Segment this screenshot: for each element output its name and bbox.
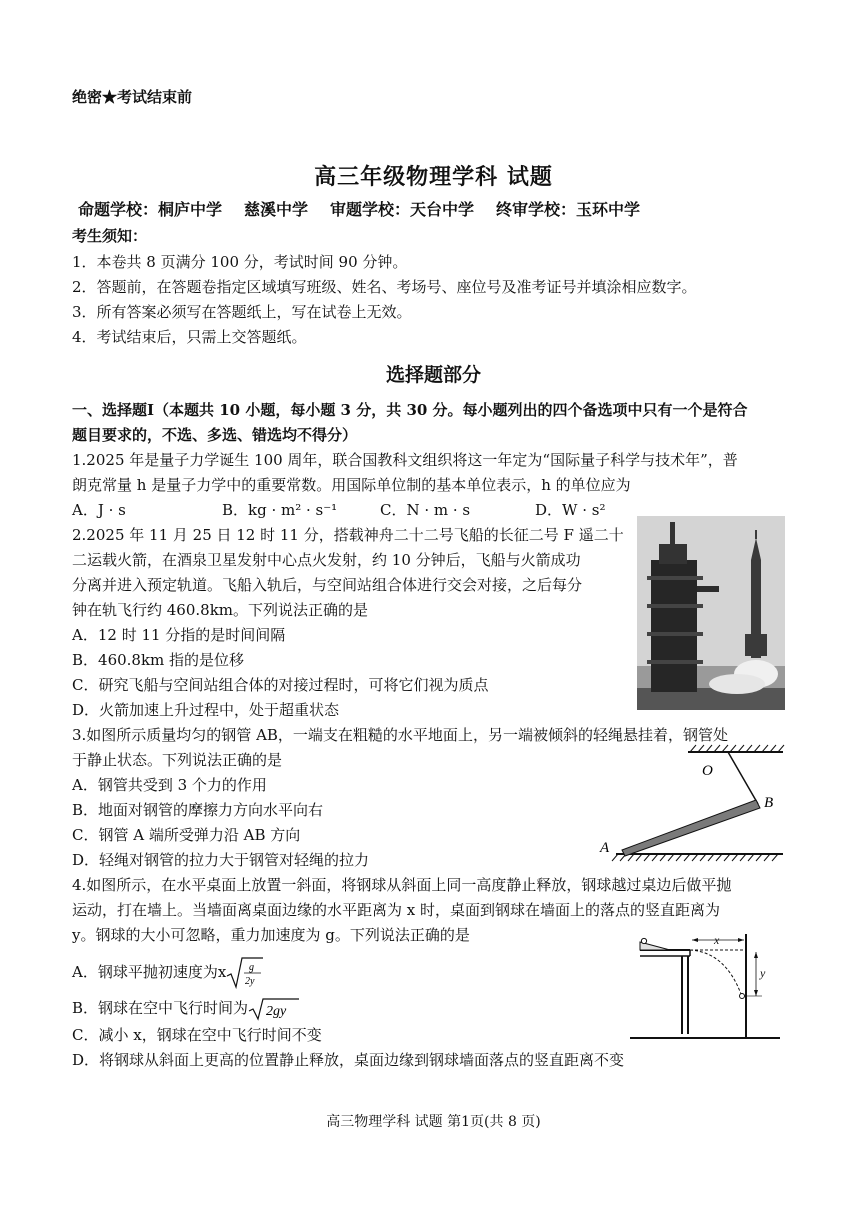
q2-option-c: C．研究飞船与空间站组合体的对接过程时，可将它们视为质点 <box>72 676 489 694</box>
q2-stem: 分离并进入预定轨道。飞船入轨后，与空间站组合体进行交会对接，之后每分 <box>72 576 583 594</box>
q1-stem: 1.2025 年是量子力学诞生 100 周年，联合国教科文组织将这一年定为“国际量子科学与技术年”，普 <box>72 451 738 469</box>
label-b: B <box>764 795 774 811</box>
label-x: x <box>714 933 720 947</box>
school-setter-2: 慈溪中学 <box>244 200 309 219</box>
exam-title: 高三年级物理学科 试题 <box>314 164 553 190</box>
q3-option-b: B．地面对钢管的摩擦力方向水平向右 <box>72 801 324 819</box>
q2-option-b: B．460.8km 指的是位移 <box>72 651 245 669</box>
q1-option-b: B．kg · m² · s⁻¹ <box>222 501 338 519</box>
q1-option-c: C．N · m · s <box>380 501 471 519</box>
confidential-mark: 绝密★考试结束前 <box>72 88 193 106</box>
q1-stem-cont: 朗克常量 h 是量子力学中的重要常数。用国际单位制的基本单位表示，h 的单位应为 <box>72 476 631 494</box>
q4-option-d: D．将钢球从斜面上更高的位置静止释放，桌面边缘到钢球墙面落点的竖直距离不变 <box>72 1051 625 1069</box>
notice-heading: 考生须知： <box>72 227 148 245</box>
q3-option-d: D．轻绳对钢管的拉力大于钢管对轻绳的拉力 <box>72 851 370 869</box>
projectile-diagram <box>630 930 790 1042</box>
notice-item: 4．考试结束后，只需上交答题纸。 <box>72 328 307 346</box>
sqrt-fraction <box>226 956 264 990</box>
q4-option-c: C．减小 x，钢球在空中飞行时间不变 <box>72 1026 322 1044</box>
q1-option-d: D．W · s² <box>535 501 606 519</box>
q2-option-d: D．火箭加速上升过程中，处于超重状态 <box>72 701 340 719</box>
q3-stem-cont: 于静止状态。下列说法正确的是 <box>72 751 283 769</box>
school-setter-1: 命题学校：桐庐中学 <box>78 200 223 219</box>
school-line <box>78 197 662 220</box>
steel-pipe-diagram <box>598 742 788 866</box>
school-final-reviewer: 终审学校：玉环中学 <box>496 200 641 219</box>
sqrt-expression <box>248 997 300 1021</box>
q3-stem: 3.如图所示质量均匀的钢管 AB，一端支在粗糙的水平地面上，另一端被倾斜的轻绳悬挂着，钢管处 <box>72 726 728 744</box>
school-reviewer: 审题学校：天台中学 <box>330 200 475 219</box>
q4-stem: 4.如图所示，在水平桌面上放置一斜面，将钢球从斜面上同一高度静止释放，钢球越过桌边后做平抛 <box>72 876 732 894</box>
fraction-denominator: 2y <box>245 976 255 987</box>
q4-stem: 运动，打在墙上。当墙面离桌面边缘的水平距离为 x 时，桌面到钢球在墙面上的落点的竖直距离为 <box>72 901 721 919</box>
q1-option-a: A．J · s <box>72 501 126 519</box>
q3-option-a: A．钢管共受到 3 个力的作用 <box>72 776 267 794</box>
section-title: 选择题部分 <box>385 364 481 386</box>
label-a: A <box>600 840 610 856</box>
fraction-numerator: g <box>249 962 255 973</box>
part1-instructions-cont: 题目要求的，不选、多选、错选均不得分） <box>72 426 358 444</box>
q4-stem: y。钢球的大小可忽略，重力加速度为 g。下列说法正确的是 <box>72 926 470 944</box>
q4-option-b <box>72 995 300 1021</box>
label-y: y <box>760 966 766 980</box>
label-o: O <box>702 763 713 779</box>
rocket-launch-illustration <box>637 516 785 710</box>
q2-stem: 钟在轨飞行约 460.8km。下列说法正确的是 <box>72 601 369 619</box>
part1-instructions: 一、选择题Ⅰ（本题共 10 小题，每小题 3 分，共 30 分。每小题列出的四个备选项中只有一个是符合 <box>72 401 748 419</box>
q2-stem: 2.2025 年 11 月 25 日 12 时 11 分，搭载神舟二十二号飞船的长征二号 F 遥二十 <box>72 526 624 544</box>
notice-item: 2．答题前，在答题卷指定区域填写班级、姓名、考场号、座位号及准考证号并填涂相应数字。 <box>72 278 697 296</box>
notice-item: 3．所有答案必须写在答题纸上，写在试卷上无效。 <box>72 303 412 321</box>
rocket-launch-photo <box>637 516 785 710</box>
q2-option-a: A．12 时 11 分指的是时间间隔 <box>72 626 286 644</box>
q2-stem: 二运载火箭，在酒泉卫星发射中心点火发射，约 10 分钟后，飞船与火箭成功 <box>72 551 581 569</box>
notice-item: 1．本卷共 8 页满分 100 分，考试时间 90 分钟。 <box>72 253 408 271</box>
q3-option-c: C．钢管 A 端所受弹力沿 AB 方向 <box>72 826 301 844</box>
sqrt-radicand: 2gy <box>266 1004 287 1019</box>
q4-option-a-text: A．钢球平抛初速度为x <box>72 963 227 981</box>
q4-option-b-text: B．钢球在空中飞行时间为 <box>72 999 249 1017</box>
q4-option-a <box>72 956 264 990</box>
page-footer: 高三物理学科 试题 第1页(共 8 页) <box>326 1114 541 1130</box>
